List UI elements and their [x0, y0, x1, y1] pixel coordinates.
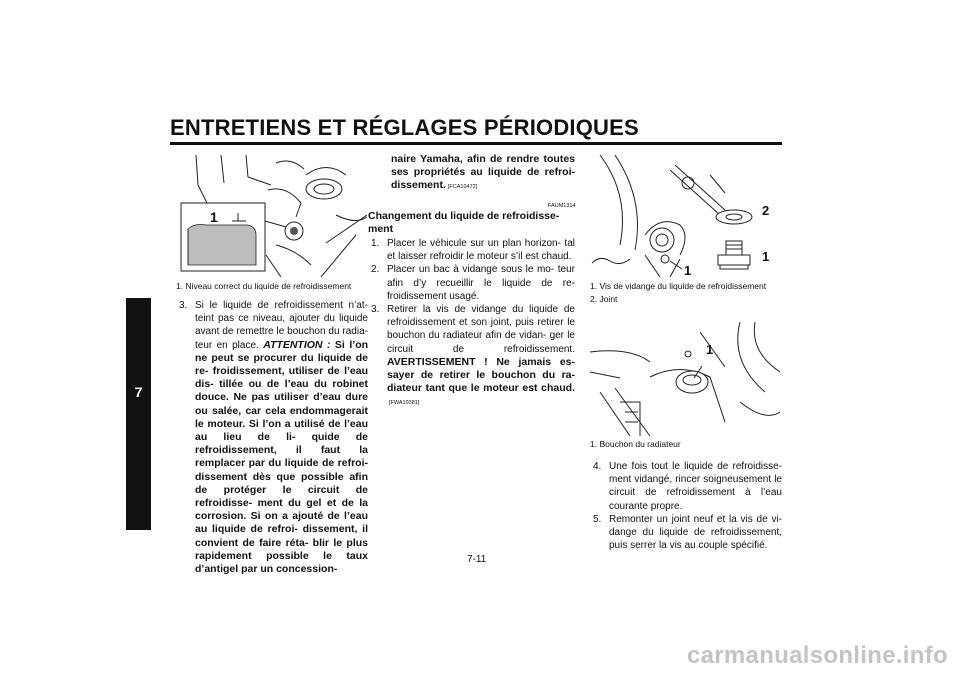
- drain-bolt-illustration: [590, 155, 780, 277]
- step-text: Remonter un joint neuf et la vis de vi- dange du liquide de refroidissement, puis serrer la vis au couple spécifié.: [609, 513, 782, 552]
- section-code: FAUM1314: [548, 203, 576, 209]
- title-rule: [170, 142, 782, 145]
- caption-coolant-level: 1. Niveau correct du liquide de refroidissement: [176, 281, 352, 291]
- caution-continuation: [391, 153, 575, 195]
- step-4: [590, 460, 782, 513]
- attention-text: Si l’on ne peut se procurer du liquide de re- froidissement, utiliser de l’eau dis- tillée ou de l’eau du robinet douce. Ne pas utiliser d’eau dure ou salée, car cela endommagerait le moteur. Si l’on a utilisé de l’eau au lieu de li- quide de refroidissement, il faut la remplacer par du liquide de refroi- dissement dès que possible afin de protéger le circuit de refroidisse- ment du gel et de la corrosion. Si on a ajouté de l’eau au liquide de refroi- dissement, il convient de faire réta- blir le plus rapidement possible le taux d’antigel par un concession-: [195, 338, 369, 576]
- right-column: [590, 460, 782, 552]
- middle-steps: [368, 237, 575, 411]
- left-column: [176, 299, 368, 576]
- step-1: [368, 237, 575, 263]
- chapter-tab: [126, 298, 151, 530]
- step-number: 5.: [593, 513, 602, 525]
- section-title: Changement du liquide de refroidisse- ment: [368, 210, 560, 235]
- caption-drain-bolt: 1. Vis de vidange du liquide de refroidissement: [590, 281, 767, 291]
- step-number: 3.: [179, 300, 188, 311]
- caution-text: naire Yamaha, afin de rendre toutes ses propriétés au liquide de refroi- dissement.: [391, 153, 575, 192]
- attention-label: ATTENTION :: [263, 338, 331, 351]
- callout-1: 1: [210, 209, 218, 225]
- callout-1-bolt: 1: [684, 263, 692, 277]
- figure-drain-bolt: [590, 155, 780, 277]
- middle-column: [391, 153, 575, 195]
- radiator-cap-illustration: [590, 322, 780, 436]
- step-number: 1.: [371, 238, 380, 249]
- figure-coolant-level: [176, 155, 367, 277]
- page-number: 7-11: [467, 554, 487, 565]
- step-text: Placer le véhicule sur un plan horizon- tal et laisser refroidir le moteur s’il est chaud.: [387, 238, 575, 263]
- callout-1-cap: 1: [706, 342, 714, 357]
- warning-code: [FWA10381]: [389, 400, 420, 407]
- step-3-left: [176, 299, 368, 576]
- step-text: Si le liquide de refroidissement n’at- teint pas ce niveau, ajouter du liquide avant de remettre le bouchon du radia- teur en place.: [195, 300, 368, 351]
- chapter-number: 7: [134, 384, 143, 400]
- step-5: [590, 513, 782, 553]
- step-2: [368, 263, 575, 303]
- step-text: Placer un bac à vidange sous le mo- teur afin d’y recueillir le liquide de re- froidissement usagé.: [387, 264, 575, 302]
- coolant-reservoir-illustration: [176, 155, 367, 277]
- caption-radiator-cap: 1. Bouchon du radiateur: [590, 439, 681, 449]
- step-3-middle: [368, 303, 575, 411]
- step-number: 3.: [371, 304, 380, 316]
- figure-radiator-cap: [590, 322, 780, 436]
- callout-2: 2: [762, 203, 770, 218]
- page-title: ENTRETIENS ET RÉGLAGES PÉRIODIQUES: [170, 115, 639, 140]
- step-text: Une fois tout le liquide de refroidisse- ment vidangé, rincer soigneusement le circuit de refroidissement à l’eau courante propre.: [609, 461, 782, 512]
- watermark: carmanualsonline.info: [686, 642, 948, 669]
- step-text: Retirer la vis de vidange du liquide de refroidissement et son joint, puis retirer le bouchon du radiateur afin de vidan- ger le circuit de refroidissement.: [387, 304, 575, 355]
- caption-joint: 2. Joint: [590, 294, 618, 304]
- step-number: 4.: [593, 461, 602, 472]
- step-number: 2.: [371, 264, 380, 276]
- warning-text: AVERTISSEMENT ! Ne jamais es- sayer de retirer le bouchon du ra- diateur tant que le moteur est chaud.: [387, 355, 575, 395]
- caution-code: [FCA10472]: [447, 184, 478, 191]
- callout-1-joint: 1: [762, 249, 770, 264]
